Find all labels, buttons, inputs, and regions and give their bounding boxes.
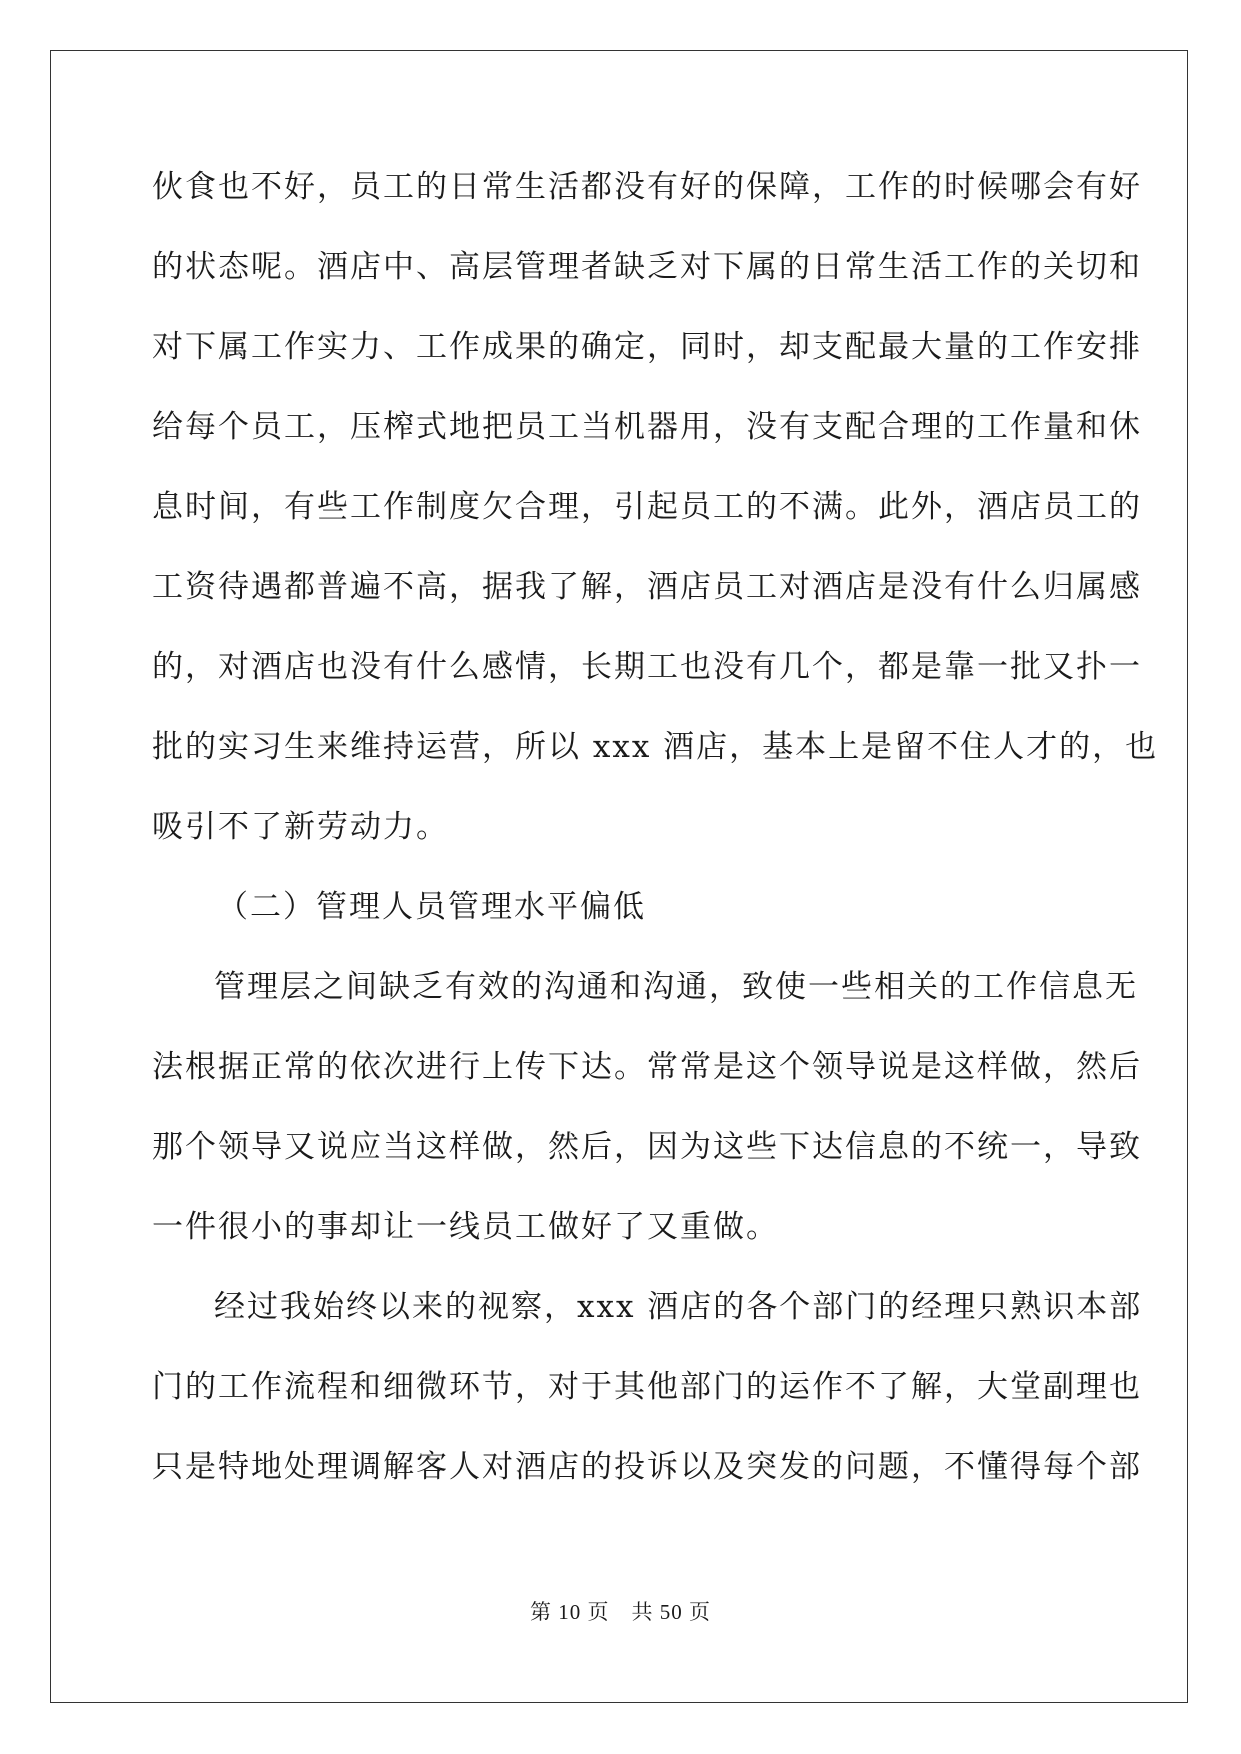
text-line: 伙食也不好，员工的日常生活都没有好的保障，工作的时候哪会有好	[152, 169, 1142, 205]
text-line: 那个领导又说应当这样做，然后，因为这些下达信息的不统一，导致	[152, 1129, 1142, 1165]
text-line: 的状态呢。酒店中、高层管理者缺乏对下属的日常生活工作的关切和	[152, 249, 1142, 285]
text-line: 门的工作流程和细微环节，对于其他部门的运作不了解，大堂副理也	[152, 1369, 1142, 1405]
paragraph-first-line: 管理层之间缺乏有效的沟通和沟通，致使一些相关的工作信息无	[214, 969, 1138, 1005]
text-line: 批的实习生来维持运营，所以 xxx 酒店，基本上是留不住人才的，也	[152, 729, 1159, 765]
text-line: 只是特地处理调解客人对酒店的投诉以及突发的问题，不懂得每个部	[152, 1449, 1142, 1485]
text-line: 对下属工作实力、工作成果的确定，同时，却支配最大量的工作安排	[152, 329, 1142, 365]
document-body	[152, 163, 1159, 1523]
text-line: 给每个员工，压榨式地把员工当机器用，没有支配合理的工作量和休	[152, 409, 1142, 445]
text-line: 工资待遇都普遍不高，据我了解，酒店员工对酒店是没有什么归属感	[152, 569, 1142, 605]
text-line: 吸引不了新劳动力。	[152, 809, 449, 845]
page-number-footer: 第 10 页 共 50 页	[530, 1600, 711, 1624]
section-heading: （二）管理人员管理水平偏低	[217, 889, 646, 925]
paragraph-first-line: 经过我始终以来的视察，xxx 酒店的各个部门的经理只熟识本部	[214, 1289, 1143, 1325]
text-line: 的，对酒店也没有什么感情，长期工也没有几个，都是靠一批又扑一	[152, 649, 1142, 685]
text-line: 一件很小的事却让一线员工做好了又重做。	[152, 1209, 779, 1245]
text-line: 息时间，有些工作制度欠合理，引起员工的不满。此外，酒店员工的	[152, 489, 1142, 525]
text-line: 法根据正常的依次进行上传下达。常常是这个领导说是这样做，然后	[152, 1049, 1142, 1085]
